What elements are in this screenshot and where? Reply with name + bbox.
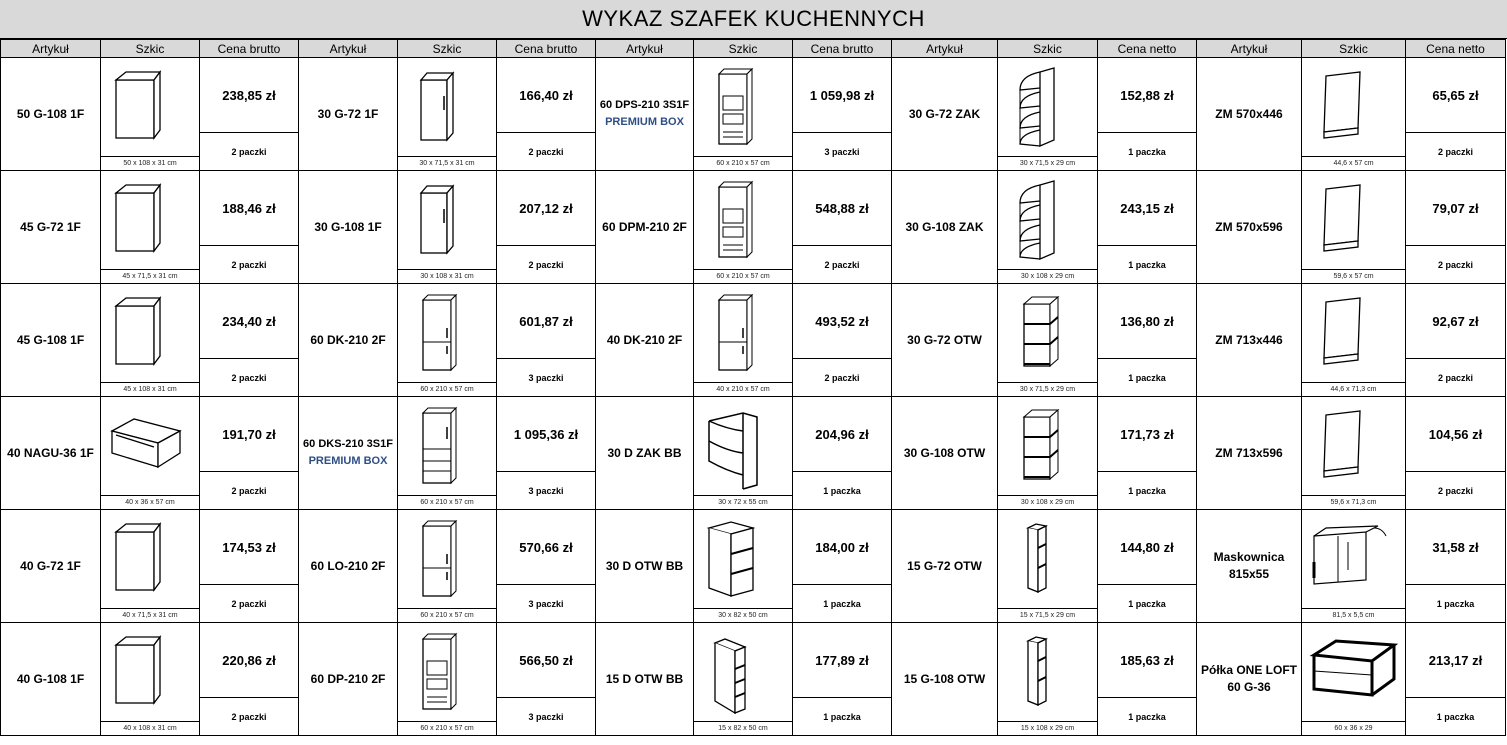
package-count: 1 paczka bbox=[1098, 697, 1196, 735]
article-cell bbox=[299, 284, 398, 397]
dimensions-label: 30 x 108 x 31 cm bbox=[398, 269, 496, 283]
narrow-cabinet-icon bbox=[401, 179, 493, 267]
price-cell bbox=[497, 397, 596, 510]
price-value: 243,15 zł bbox=[1120, 200, 1174, 216]
price-value: 177,89 zł bbox=[815, 652, 869, 668]
price-value: 238,85 zł bbox=[222, 87, 276, 103]
package-count: 2 paczki bbox=[497, 245, 595, 283]
table-row bbox=[1, 58, 1506, 171]
price-cell bbox=[1406, 623, 1506, 736]
corner-base-shelf-icon bbox=[697, 405, 789, 493]
header-szkic: Szkic bbox=[101, 40, 200, 58]
price-value: 104,56 zł bbox=[1428, 426, 1483, 442]
price-value: 191,70 zł bbox=[222, 426, 276, 442]
price-value: 79,07 zł bbox=[1432, 200, 1479, 216]
table-row bbox=[1, 171, 1506, 284]
price-value: 548,88 zł bbox=[815, 200, 869, 216]
package-count: 2 paczki bbox=[200, 358, 298, 396]
article-cell bbox=[1, 58, 101, 171]
price-value: 1 095,36 zł bbox=[513, 426, 579, 442]
article-cell bbox=[1197, 284, 1302, 397]
dimensions-label: 60 x 210 x 57 cm bbox=[398, 495, 496, 509]
sketch-cell bbox=[694, 284, 793, 397]
sketch-cell bbox=[1302, 58, 1406, 171]
panel-cover-icon bbox=[1308, 518, 1400, 606]
package-count: 2 paczki bbox=[200, 132, 298, 170]
price-cell bbox=[793, 397, 892, 510]
open-shelf-icon bbox=[1002, 292, 1094, 380]
package-count: 1 paczka bbox=[793, 584, 891, 622]
package-count: 2 paczki bbox=[1406, 358, 1505, 396]
price-value: 493,52 zł bbox=[815, 313, 869, 329]
wall-cabinet-icon bbox=[104, 66, 196, 154]
tall-fridge-cabinet-icon bbox=[401, 518, 493, 606]
price-cell bbox=[497, 510, 596, 623]
dimensions-label: 45 x 108 x 31 cm bbox=[101, 382, 199, 396]
article-name: ZM 570x596 bbox=[1215, 219, 1283, 234]
price-cell bbox=[200, 58, 299, 171]
price-cell bbox=[200, 623, 299, 736]
article-name: 45 G-72 1F bbox=[20, 219, 81, 234]
tall-oven-cabinet-icon bbox=[401, 631, 493, 719]
article-cell bbox=[892, 397, 998, 510]
price-value: 166,40 zł bbox=[519, 87, 573, 103]
article-cell bbox=[596, 510, 694, 623]
sketch-cell bbox=[1302, 397, 1406, 510]
package-count: 3 paczki bbox=[497, 471, 595, 509]
header-szkic: Szkic bbox=[398, 40, 497, 58]
dimensions-label: 60 x 210 x 57 cm bbox=[694, 269, 792, 283]
article-cell bbox=[596, 171, 694, 284]
header-cena: Cena brutto bbox=[200, 40, 299, 58]
dimensions-label: 30 x 108 x 29 cm bbox=[998, 269, 1097, 283]
sketch-cell bbox=[998, 284, 1098, 397]
sketch-cell bbox=[998, 623, 1098, 736]
sketch-cell bbox=[398, 171, 497, 284]
article-name: ZM 713x446 bbox=[1215, 332, 1283, 347]
price-value: 601,87 zł bbox=[519, 313, 573, 329]
sketch-cell bbox=[694, 623, 793, 736]
dimensions-label: 30 x 71,5 x 31 cm bbox=[398, 156, 496, 170]
corner-shelf-icon bbox=[1002, 179, 1094, 267]
dimensions-label: 81,5 x 5,5 cm bbox=[1302, 608, 1405, 622]
price-value: 136,80 zł bbox=[1120, 313, 1174, 329]
cabinet-table bbox=[0, 39, 1506, 736]
price-cell bbox=[497, 284, 596, 397]
price-value: 185,63 zł bbox=[1120, 652, 1174, 668]
article-name: 15 D OTW BB bbox=[605, 671, 684, 686]
sketch-cell bbox=[1302, 510, 1406, 623]
package-count: 1 paczka bbox=[1098, 358, 1196, 396]
sketch-cell bbox=[101, 623, 200, 736]
price-cell bbox=[200, 510, 299, 623]
sketch-cell bbox=[694, 171, 793, 284]
package-count: 3 paczki bbox=[793, 132, 891, 170]
article-name: 60 DK-210 2F bbox=[310, 332, 386, 347]
dimensions-label: 15 x 108 x 29 cm bbox=[998, 721, 1097, 735]
dimensions-label: 59,6 x 57 cm bbox=[1302, 269, 1405, 283]
article-cell bbox=[596, 623, 694, 736]
table-row bbox=[1, 623, 1506, 736]
header-artykul: Artykuł bbox=[892, 40, 998, 58]
package-count: 3 paczki bbox=[497, 584, 595, 622]
header-szkic: Szkic bbox=[694, 40, 793, 58]
article-cell bbox=[596, 58, 694, 171]
package-count: 3 paczki bbox=[497, 358, 595, 396]
package-count: 1 paczka bbox=[1406, 584, 1505, 622]
wall-cabinet-icon bbox=[104, 179, 196, 267]
dimensions-label: 40 x 210 x 57 cm bbox=[694, 382, 792, 396]
sketch-cell bbox=[101, 284, 200, 397]
package-count: 2 paczki bbox=[200, 584, 298, 622]
article-name: ZM 570x446 bbox=[1215, 106, 1283, 121]
dimensions-label: 45 x 71,5 x 31 cm bbox=[101, 269, 199, 283]
article-name: 30 G-72 OTW bbox=[907, 332, 982, 347]
narrow-open-base-icon bbox=[697, 631, 789, 719]
article-cell bbox=[1, 284, 101, 397]
article-cell bbox=[299, 623, 398, 736]
sketch-cell bbox=[694, 58, 793, 171]
article-name: 15 G-72 OTW bbox=[907, 558, 982, 573]
tall-oven-cabinet-icon bbox=[697, 179, 789, 267]
package-count: 2 paczki bbox=[793, 358, 891, 396]
price-cell bbox=[1406, 510, 1506, 623]
sketch-cell bbox=[998, 397, 1098, 510]
article-cell bbox=[299, 171, 398, 284]
package-count: 1 paczka bbox=[1098, 245, 1196, 283]
dishwasher-front-icon bbox=[1308, 66, 1400, 154]
dimensions-label: 50 x 108 x 31 cm bbox=[101, 156, 199, 170]
sketch-cell bbox=[694, 397, 793, 510]
article-name: 40 DK-210 2F bbox=[606, 332, 683, 347]
loft-frame-shelf-icon bbox=[1308, 631, 1400, 719]
dimensions-label: 30 x 71,5 x 29 cm bbox=[998, 382, 1097, 396]
article-name: 60 DP-210 2F bbox=[310, 671, 386, 686]
article-cell bbox=[1197, 397, 1302, 510]
article-name: 30 G-108 1F bbox=[314, 219, 382, 234]
header-artykul: Artykuł bbox=[1, 40, 101, 58]
price-value: 92,67 zł bbox=[1432, 313, 1479, 329]
price-cell bbox=[497, 623, 596, 736]
article-name: 40 G-108 1F bbox=[16, 671, 85, 686]
sketch-cell bbox=[694, 510, 793, 623]
dimensions-label: 40 x 36 x 57 cm bbox=[101, 495, 199, 509]
dimensions-label: 15 x 71,5 x 29 cm bbox=[998, 608, 1097, 622]
price-value: 570,66 zł bbox=[519, 539, 573, 555]
price-value: 171,73 zł bbox=[1120, 426, 1174, 442]
price-cell bbox=[1098, 284, 1197, 397]
price-cell bbox=[200, 397, 299, 510]
sketch-cell bbox=[398, 397, 497, 510]
header-artykul: Artykuł bbox=[299, 40, 398, 58]
tall-oven-cabinet-icon bbox=[697, 66, 789, 154]
table-row bbox=[1, 397, 1506, 510]
article-subtitle: PREMIUM BOX bbox=[605, 116, 684, 128]
page-title: WYKAZ SZAFEK KUCHENNYCH bbox=[0, 0, 1507, 39]
header-cena: Cena brutto bbox=[497, 40, 596, 58]
article-cell bbox=[596, 397, 694, 510]
article-name: 45 G-108 1F bbox=[16, 332, 85, 347]
header-row bbox=[1, 40, 1506, 58]
price-cell bbox=[793, 58, 892, 171]
dimensions-label: 60 x 210 x 57 cm bbox=[398, 608, 496, 622]
sketch-cell bbox=[101, 397, 200, 510]
article-cell bbox=[1197, 623, 1302, 736]
price-cell bbox=[793, 623, 892, 736]
dimensions-label: 59,6 x 71,3 cm bbox=[1302, 495, 1405, 509]
open-shelf-icon bbox=[1002, 405, 1094, 493]
article-name: Maskownica 815x55 bbox=[1213, 550, 1285, 581]
package-count: 1 paczka bbox=[1098, 584, 1196, 622]
price-value: 152,88 zł bbox=[1120, 87, 1174, 103]
article-name: 30 G-72 ZAK bbox=[908, 106, 981, 121]
price-value: 220,86 zł bbox=[222, 652, 276, 668]
package-count: 2 paczki bbox=[200, 697, 298, 735]
article-name: 30 D ZAK BB bbox=[607, 445, 682, 460]
package-count: 3 paczki bbox=[497, 697, 595, 735]
dimensions-label: 15 x 82 x 50 cm bbox=[694, 721, 792, 735]
sketch-cell bbox=[1302, 171, 1406, 284]
price-cell bbox=[1098, 623, 1197, 736]
dimensions-label: 60 x 210 x 57 cm bbox=[398, 382, 496, 396]
tall-drawer-cabinet-icon bbox=[401, 405, 493, 493]
dimensions-label: 44,6 x 71,3 cm bbox=[1302, 382, 1405, 396]
article-name: 50 G-108 1F bbox=[16, 106, 85, 121]
header-cena: Cena netto bbox=[1406, 40, 1506, 58]
price-cell bbox=[1098, 171, 1197, 284]
header-artykul: Artykuł bbox=[1197, 40, 1302, 58]
dishwasher-front-icon bbox=[1308, 179, 1400, 267]
article-name: ZM 713x596 bbox=[1215, 445, 1283, 460]
dimensions-label: 40 x 108 x 31 cm bbox=[101, 721, 199, 735]
price-value: 1 059,98 zł bbox=[809, 87, 875, 103]
price-cell bbox=[1406, 58, 1506, 171]
price-value: 234,40 zł bbox=[222, 313, 276, 329]
price-value: 31,58 zł bbox=[1432, 539, 1479, 555]
article-cell bbox=[1197, 58, 1302, 171]
sketch-cell bbox=[398, 58, 497, 171]
wall-cabinet-icon bbox=[104, 518, 196, 606]
narrow-open-shelf-icon bbox=[1002, 631, 1094, 719]
price-cell bbox=[793, 171, 892, 284]
package-count: 1 paczka bbox=[1406, 697, 1505, 735]
sketch-cell bbox=[398, 284, 497, 397]
price-cell bbox=[497, 58, 596, 171]
article-cell bbox=[1, 510, 101, 623]
tall-fridge-cabinet-icon bbox=[401, 292, 493, 380]
article-name: 60 DPM-210 2F bbox=[602, 219, 687, 234]
dimensions-label: 30 x 72 x 55 cm bbox=[694, 495, 792, 509]
article-cell bbox=[892, 510, 998, 623]
article-cell bbox=[1197, 510, 1302, 623]
price-value: 188,46 zł bbox=[222, 200, 276, 216]
article-cell bbox=[892, 58, 998, 171]
dimensions-label: 30 x 71,5 x 29 cm bbox=[998, 156, 1097, 170]
price-cell bbox=[793, 510, 892, 623]
tall-fridge-cabinet-icon bbox=[697, 292, 789, 380]
dimensions-label: 30 x 82 x 50 cm bbox=[694, 608, 792, 622]
price-value: 204,96 zł bbox=[815, 426, 869, 442]
package-count: 1 paczka bbox=[1098, 132, 1196, 170]
price-cell bbox=[1406, 171, 1506, 284]
price-cell bbox=[200, 284, 299, 397]
article-cell bbox=[892, 284, 998, 397]
price-value: 207,12 zł bbox=[519, 200, 573, 216]
article-name: 30 G-72 1F bbox=[317, 106, 379, 121]
dimensions-label: 60 x 36 x 29 bbox=[1302, 721, 1405, 735]
dimensions-label: 60 x 210 x 57 cm bbox=[694, 156, 792, 170]
package-count: 1 paczka bbox=[1098, 471, 1196, 509]
package-count: 2 paczki bbox=[200, 245, 298, 283]
article-cell bbox=[1, 397, 101, 510]
article-cell bbox=[1, 623, 101, 736]
price-cell bbox=[1098, 58, 1197, 171]
sketch-cell bbox=[101, 510, 200, 623]
sketch-cell bbox=[998, 510, 1098, 623]
hood-cabinet-icon bbox=[104, 405, 196, 493]
dishwasher-front-icon bbox=[1308, 405, 1400, 493]
price-value: 65,65 zł bbox=[1432, 87, 1479, 103]
package-count: 2 paczki bbox=[200, 471, 298, 509]
article-cell bbox=[1, 171, 101, 284]
sketch-cell bbox=[998, 58, 1098, 171]
header-cena: Cena brutto bbox=[793, 40, 892, 58]
price-value: 566,50 zł bbox=[519, 652, 573, 668]
price-value: 144,80 zł bbox=[1120, 539, 1174, 555]
article-cell bbox=[892, 623, 998, 736]
package-count: 1 paczka bbox=[793, 697, 891, 735]
article-name: 30 D OTW BB bbox=[605, 558, 684, 573]
wall-cabinet-icon bbox=[104, 631, 196, 719]
sketch-cell bbox=[398, 510, 497, 623]
table-row bbox=[1, 284, 1506, 397]
package-count: 2 paczki bbox=[497, 132, 595, 170]
price-cell bbox=[1406, 397, 1506, 510]
corner-shelf-icon bbox=[1002, 66, 1094, 154]
article-name: 60 DKS-210 3S1F bbox=[303, 438, 393, 450]
narrow-cabinet-icon bbox=[401, 66, 493, 154]
price-cell bbox=[497, 171, 596, 284]
article-name: 40 G-72 1F bbox=[20, 558, 81, 573]
wall-cabinet-icon bbox=[104, 292, 196, 380]
header-cena: Cena netto bbox=[1098, 40, 1197, 58]
price-cell bbox=[1406, 284, 1506, 397]
dimensions-label: 60 x 210 x 57 cm bbox=[398, 721, 496, 735]
article-subtitle: PREMIUM BOX bbox=[308, 455, 388, 467]
article-cell bbox=[299, 510, 398, 623]
article-name: 30 G-108 ZAK bbox=[905, 219, 984, 234]
price-value: 213,17 zł bbox=[1428, 652, 1483, 668]
dimensions-label: 30 x 108 x 29 cm bbox=[998, 495, 1097, 509]
table-row bbox=[1, 510, 1506, 623]
header-szkic: Szkic bbox=[998, 40, 1098, 58]
package-count: 2 paczki bbox=[1406, 471, 1505, 509]
article-name: Półka ONE LOFT 60 G-36 bbox=[1200, 663, 1297, 694]
article-cell bbox=[299, 58, 398, 171]
price-cell bbox=[1098, 397, 1197, 510]
sketch-cell bbox=[101, 171, 200, 284]
open-base-shelf-icon bbox=[697, 518, 789, 606]
dishwasher-front-icon bbox=[1308, 292, 1400, 380]
article-name: 60 DPS-210 3S1F bbox=[599, 99, 690, 111]
package-count: 2 paczki bbox=[793, 245, 891, 283]
price-cell bbox=[1098, 510, 1197, 623]
article-name: 40 NAGU-36 1F bbox=[7, 445, 94, 460]
article-cell bbox=[1197, 171, 1302, 284]
package-count: 1 paczka bbox=[793, 471, 891, 509]
price-cell bbox=[200, 171, 299, 284]
sketch-cell bbox=[998, 171, 1098, 284]
dimensions-label: 40 x 71,5 x 31 cm bbox=[101, 608, 199, 622]
header-artykul: Artykuł bbox=[596, 40, 694, 58]
sketch-cell bbox=[1302, 623, 1406, 736]
price-value: 184,00 zł bbox=[815, 539, 869, 555]
article-cell bbox=[299, 397, 398, 510]
price-cell bbox=[793, 284, 892, 397]
article-name: 30 G-108 OTW bbox=[903, 445, 986, 460]
dimensions-label: 44,6 x 57 cm bbox=[1302, 156, 1405, 170]
article-name: 60 LO-210 2F bbox=[310, 558, 386, 573]
header-szkic: Szkic bbox=[1302, 40, 1406, 58]
article-cell bbox=[892, 171, 998, 284]
article-name: 15 G-108 OTW bbox=[903, 671, 986, 686]
narrow-open-shelf-icon bbox=[1002, 518, 1094, 606]
article-cell bbox=[596, 284, 694, 397]
package-count: 2 paczki bbox=[1406, 132, 1505, 170]
sketch-cell bbox=[101, 58, 200, 171]
sketch-cell bbox=[398, 623, 497, 736]
price-value: 174,53 zł bbox=[222, 539, 276, 555]
package-count: 2 paczki bbox=[1406, 245, 1505, 283]
sketch-cell bbox=[1302, 284, 1406, 397]
